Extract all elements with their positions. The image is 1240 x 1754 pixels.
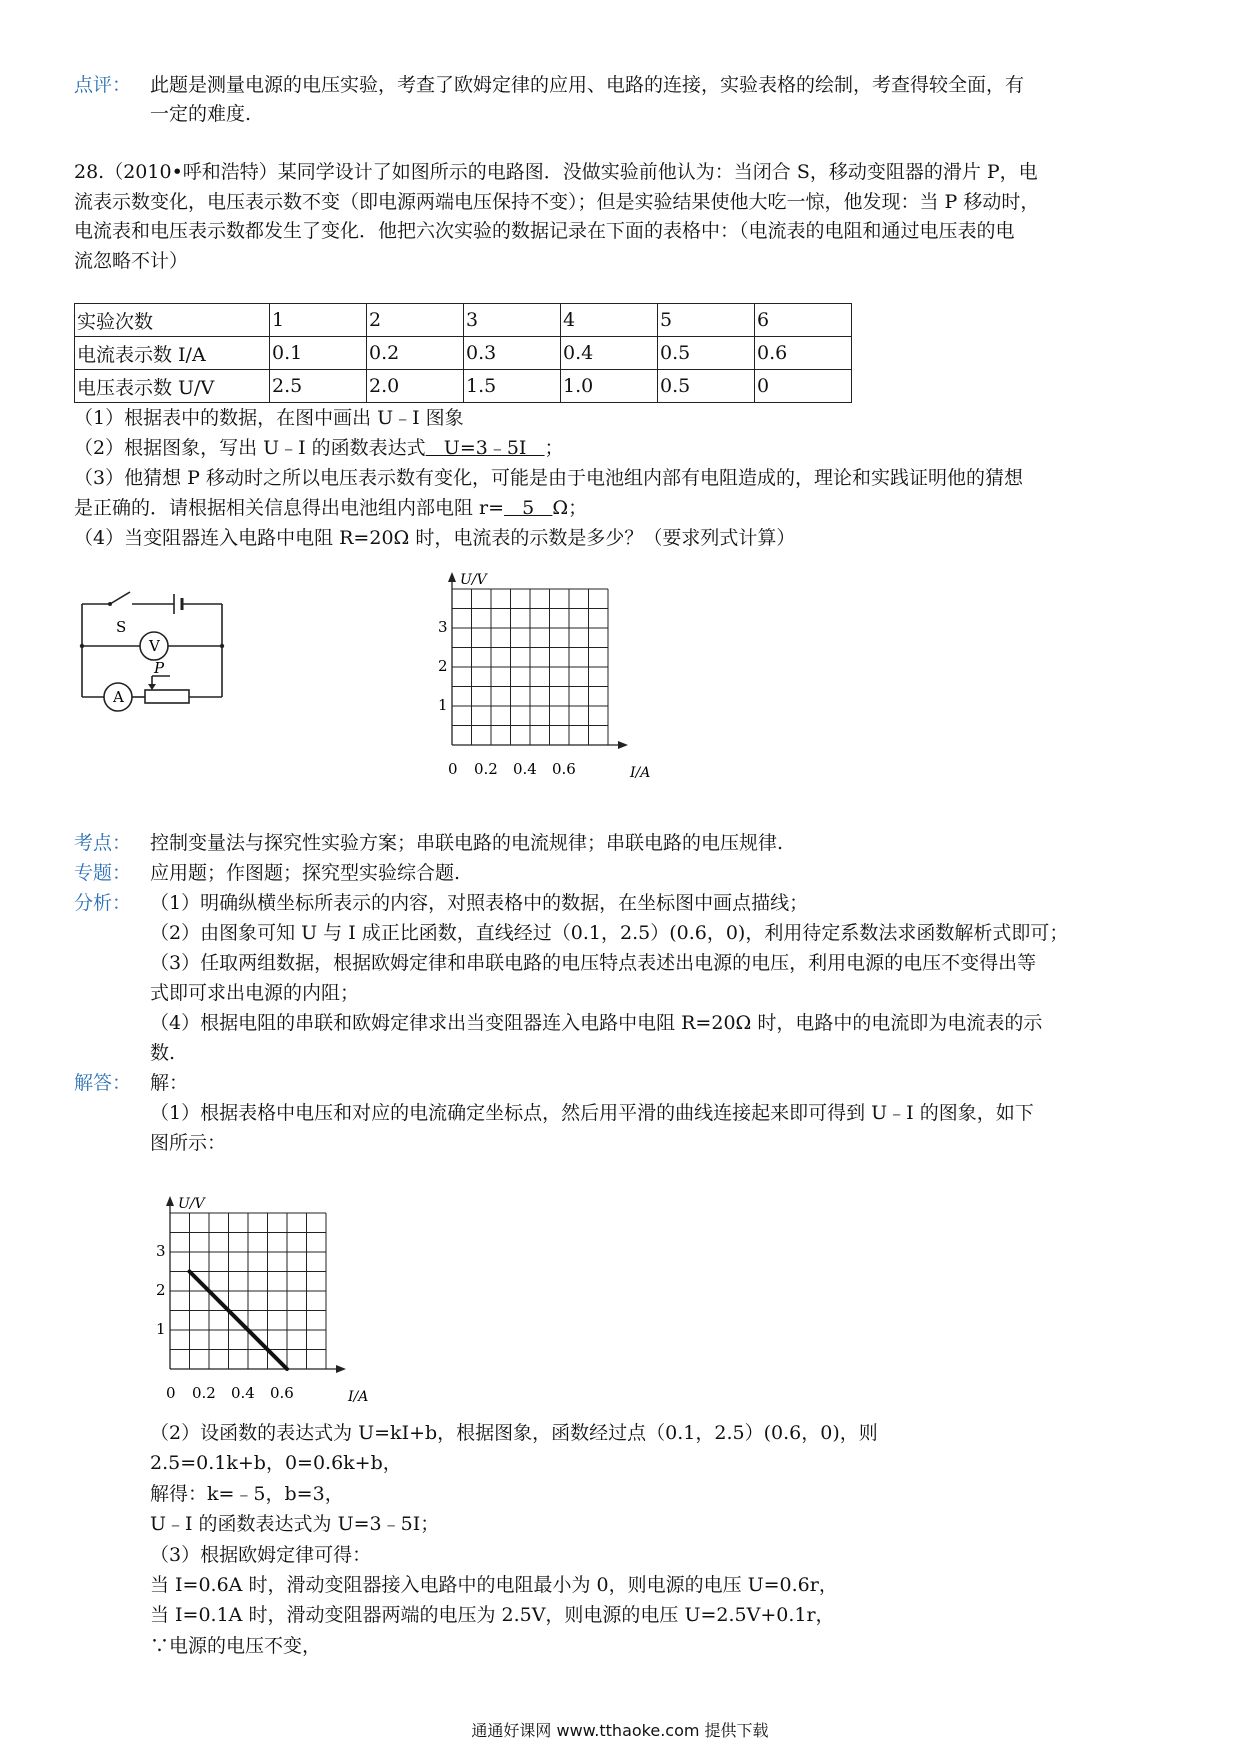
y-tick-label: 3 [438, 618, 448, 636]
x-axis-arrow [618, 741, 628, 749]
fenxi-line: 数. [150, 1042, 176, 1065]
table-cell: 0.6 [755, 337, 852, 370]
table-cell: 电流表示数 I/A [75, 337, 270, 370]
question-line1: 28.（2010•呼和浩特）某同学设计了如图所示的电路图．没做实验前他认为：当闭合 S，移动变阻器的滑片 P，电 [74, 161, 1038, 183]
fenxi-line: （4）根据电阻的串联和欧姆定律求出当变阻器连入电路中电阻 R=20Ω 时，电路中的电流即为电流表的示 [150, 1012, 1043, 1035]
part-3-end: Ω； [552, 497, 588, 520]
zhuanti-label: 专题： [74, 862, 132, 885]
graph-grid [452, 589, 608, 745]
experiment-table [74, 303, 852, 403]
table-cell: 0.1 [270, 337, 367, 370]
x-tick-label: 0.4 [513, 760, 537, 778]
fenxi-line: （2）由图象可知 U 与 I 成正比函数，直线经过（0.1，2.5）(0.6，0)，利用待定系数法求函数解析式即可； [150, 922, 1069, 945]
table-cell: 4 [561, 304, 658, 337]
table-cell: 0.4 [561, 337, 658, 370]
sub-questions [74, 403, 1184, 553]
part-1: （1）根据表中的数据，在图中画出 U﹣I 图象 [74, 407, 464, 429]
table-cell: 电压表示数 U/V [75, 370, 270, 403]
x-tick-label: 0.6 [552, 760, 576, 778]
review-section [74, 71, 1174, 130]
part-3-line1: （3）他猜想 P 移动时之所以电压表示数有变化，可能是由于电池组内部有电阻造成的，理论和实践证明他的猜想 [74, 467, 1023, 490]
jieda-line: （3）根据欧姆定律可得： [150, 1543, 372, 1566]
table-cell: 2.5 [270, 370, 367, 403]
jieda-line: ∵电源的电压不变， [150, 1634, 322, 1657]
table-cell: 1.5 [464, 370, 561, 403]
jieda-line: 当 I=0.1A 时，滑动变阻器两端的电压为 2.5V，则电源的电压 U=2.5V+0.1r， [150, 1604, 835, 1627]
table-cell: 0.2 [367, 337, 464, 370]
x-axis-label: I/A [630, 765, 651, 781]
jieda-line: （2）设函数的表达式为 U=kI+b，根据图象，函数经过点（0.1，2.5）(0.6，0)，则 [150, 1422, 878, 1444]
table-cell: 2.0 [367, 370, 464, 403]
y-tick-label: 2 [156, 1281, 166, 1299]
voltmeter-label: V [149, 637, 160, 655]
analysis-section [74, 828, 1184, 1158]
table-cell: 1.0 [561, 370, 658, 403]
part-2-end: ； [544, 437, 564, 460]
junction-dot [220, 644, 224, 648]
jieda-line: 2.5=0.1k+b，0=0.6k+b， [150, 1452, 402, 1475]
table-cell: 0.5 [658, 370, 755, 403]
table-cell: 0.3 [464, 337, 561, 370]
table-cell: 0 [755, 370, 852, 403]
answer-graph [148, 1194, 378, 1409]
switch-label: S [116, 618, 127, 636]
part-2-text: （2）根据图象，写出 U﹣I 的函数表达式 [74, 437, 426, 460]
jieda-label: 解答： [74, 1072, 132, 1095]
kaodian-text: 控制变量法与探究性实验方案；串联电路的电流规律；串联电路的电压规律. [150, 832, 784, 854]
jieda-line: U﹣I 的函数表达式为 U=3﹣5I； [150, 1513, 440, 1536]
y-tick-label: 3 [156, 1242, 166, 1260]
part-2 [74, 433, 1184, 463]
review-line1: 此题是测量电源的电压实验，考查了欧姆定律的应用、电路的连接，实验表格的绘制，考查得较全面，有 [150, 74, 1025, 96]
junction-dot [80, 644, 84, 648]
x-tick-label: 0 [448, 760, 458, 778]
jieda-line: 图所示： [150, 1132, 227, 1155]
graph-grid [170, 1213, 326, 1369]
y-axis-arrow [166, 1196, 174, 1206]
x-axis-arrow [336, 1365, 346, 1373]
review-line2: 一定的难度. [150, 103, 252, 126]
table-cell: 0.5 [658, 337, 755, 370]
fenxi-line: 式即可求出电源的内阻； [150, 982, 360, 1005]
question-28 [74, 158, 1184, 277]
jieda-line: （1）根据表格中电压和对应的电流确定坐标点，然后用平滑的曲线连接起来即可得到 U﹣I 的图象，如下 [150, 1102, 1034, 1125]
switch-contact [108, 602, 112, 606]
fenxi-line: （3）任取两组数据，根据欧姆定律和串联电路的电压特点表述出电源的电压，利用电源的电压不变得出等 [150, 952, 1037, 975]
y-tick-label: 2 [438, 657, 448, 675]
x-tick-label: 0 [166, 1384, 176, 1402]
y-axis-arrow [448, 572, 456, 582]
page-footer: 通通好课网 www.tthaoke.com 提供下载 [471, 1721, 769, 1740]
x-tick-label: 0.4 [231, 1384, 255, 1402]
question-line2: 流表示数变化，电压表示数不变（即电源两端电压保持不变）；但是实验结果使他大吃一惊，他发现：当 P 移动时， [74, 190, 1040, 213]
fenxi-label: 分析： [74, 892, 132, 915]
x-tick-label: 0.6 [270, 1384, 294, 1402]
y-axis-label: U/V [178, 1196, 205, 1212]
slider-arrow [148, 684, 156, 690]
x-axis-label: I/A [348, 1389, 369, 1405]
table-cell: 3 [464, 304, 561, 337]
table-cell: 5 [658, 304, 755, 337]
jieda-line: 解得：k=﹣5，b=3， [150, 1482, 344, 1505]
table-row [75, 304, 852, 337]
question-line4: 流忽略不计） [74, 249, 189, 272]
part-3-line2 [74, 493, 1184, 523]
part-4: （4）当变阻器连入电路中电阻 R=20Ω 时，电流表的示数是多少？（要求列式计算） [74, 527, 796, 550]
table-cell: 1 [270, 304, 367, 337]
table-cell: 实验次数 [75, 304, 270, 337]
y-tick-label: 1 [156, 1320, 166, 1338]
table-row [75, 370, 852, 403]
part-3-answer: 5 [504, 497, 553, 520]
x-tick-label: 0.2 [192, 1384, 216, 1402]
question-line3: 电流表和电压表示数都发生了变化．他把六次实验的数据记录在下面的表格中：（电流表的电阻和通过电压表的电 [74, 220, 1015, 243]
review-label: 点评： [74, 74, 132, 96]
jieda-intro: 解： [150, 1072, 189, 1095]
table-cell: 6 [755, 304, 852, 337]
zhuanti-text: 应用题；作图题；探究型实验综合题. [150, 862, 461, 885]
jieda-line: 当 I=0.6A 时，滑动变阻器接入电路中的电阻最小为 0，则电源的电压 U=0.6r， [150, 1573, 838, 1596]
u-i-line [190, 1272, 288, 1370]
blank-graph [430, 570, 660, 785]
y-axis-label: U/V [460, 572, 487, 588]
solution-continued [150, 1418, 1190, 1661]
fenxi-line: （1）明确纵横坐标所表示的内容，对照表格中的数据，在坐标图中画点描线； [150, 892, 809, 915]
part-2-answer: U=3﹣5I [425, 437, 545, 460]
part-3-text: 是正确的．请根据相关信息得出电池组内部电阻 r= [74, 497, 505, 520]
slider-label: P [154, 659, 165, 677]
circuit-diagram [70, 580, 240, 730]
ammeter-label: A [113, 688, 124, 706]
y-tick-label: 1 [438, 696, 448, 714]
table-row [75, 337, 852, 370]
kaodian-label: 考点： [74, 832, 132, 854]
table-cell: 2 [367, 304, 464, 337]
x-tick-label: 0.2 [474, 760, 498, 778]
